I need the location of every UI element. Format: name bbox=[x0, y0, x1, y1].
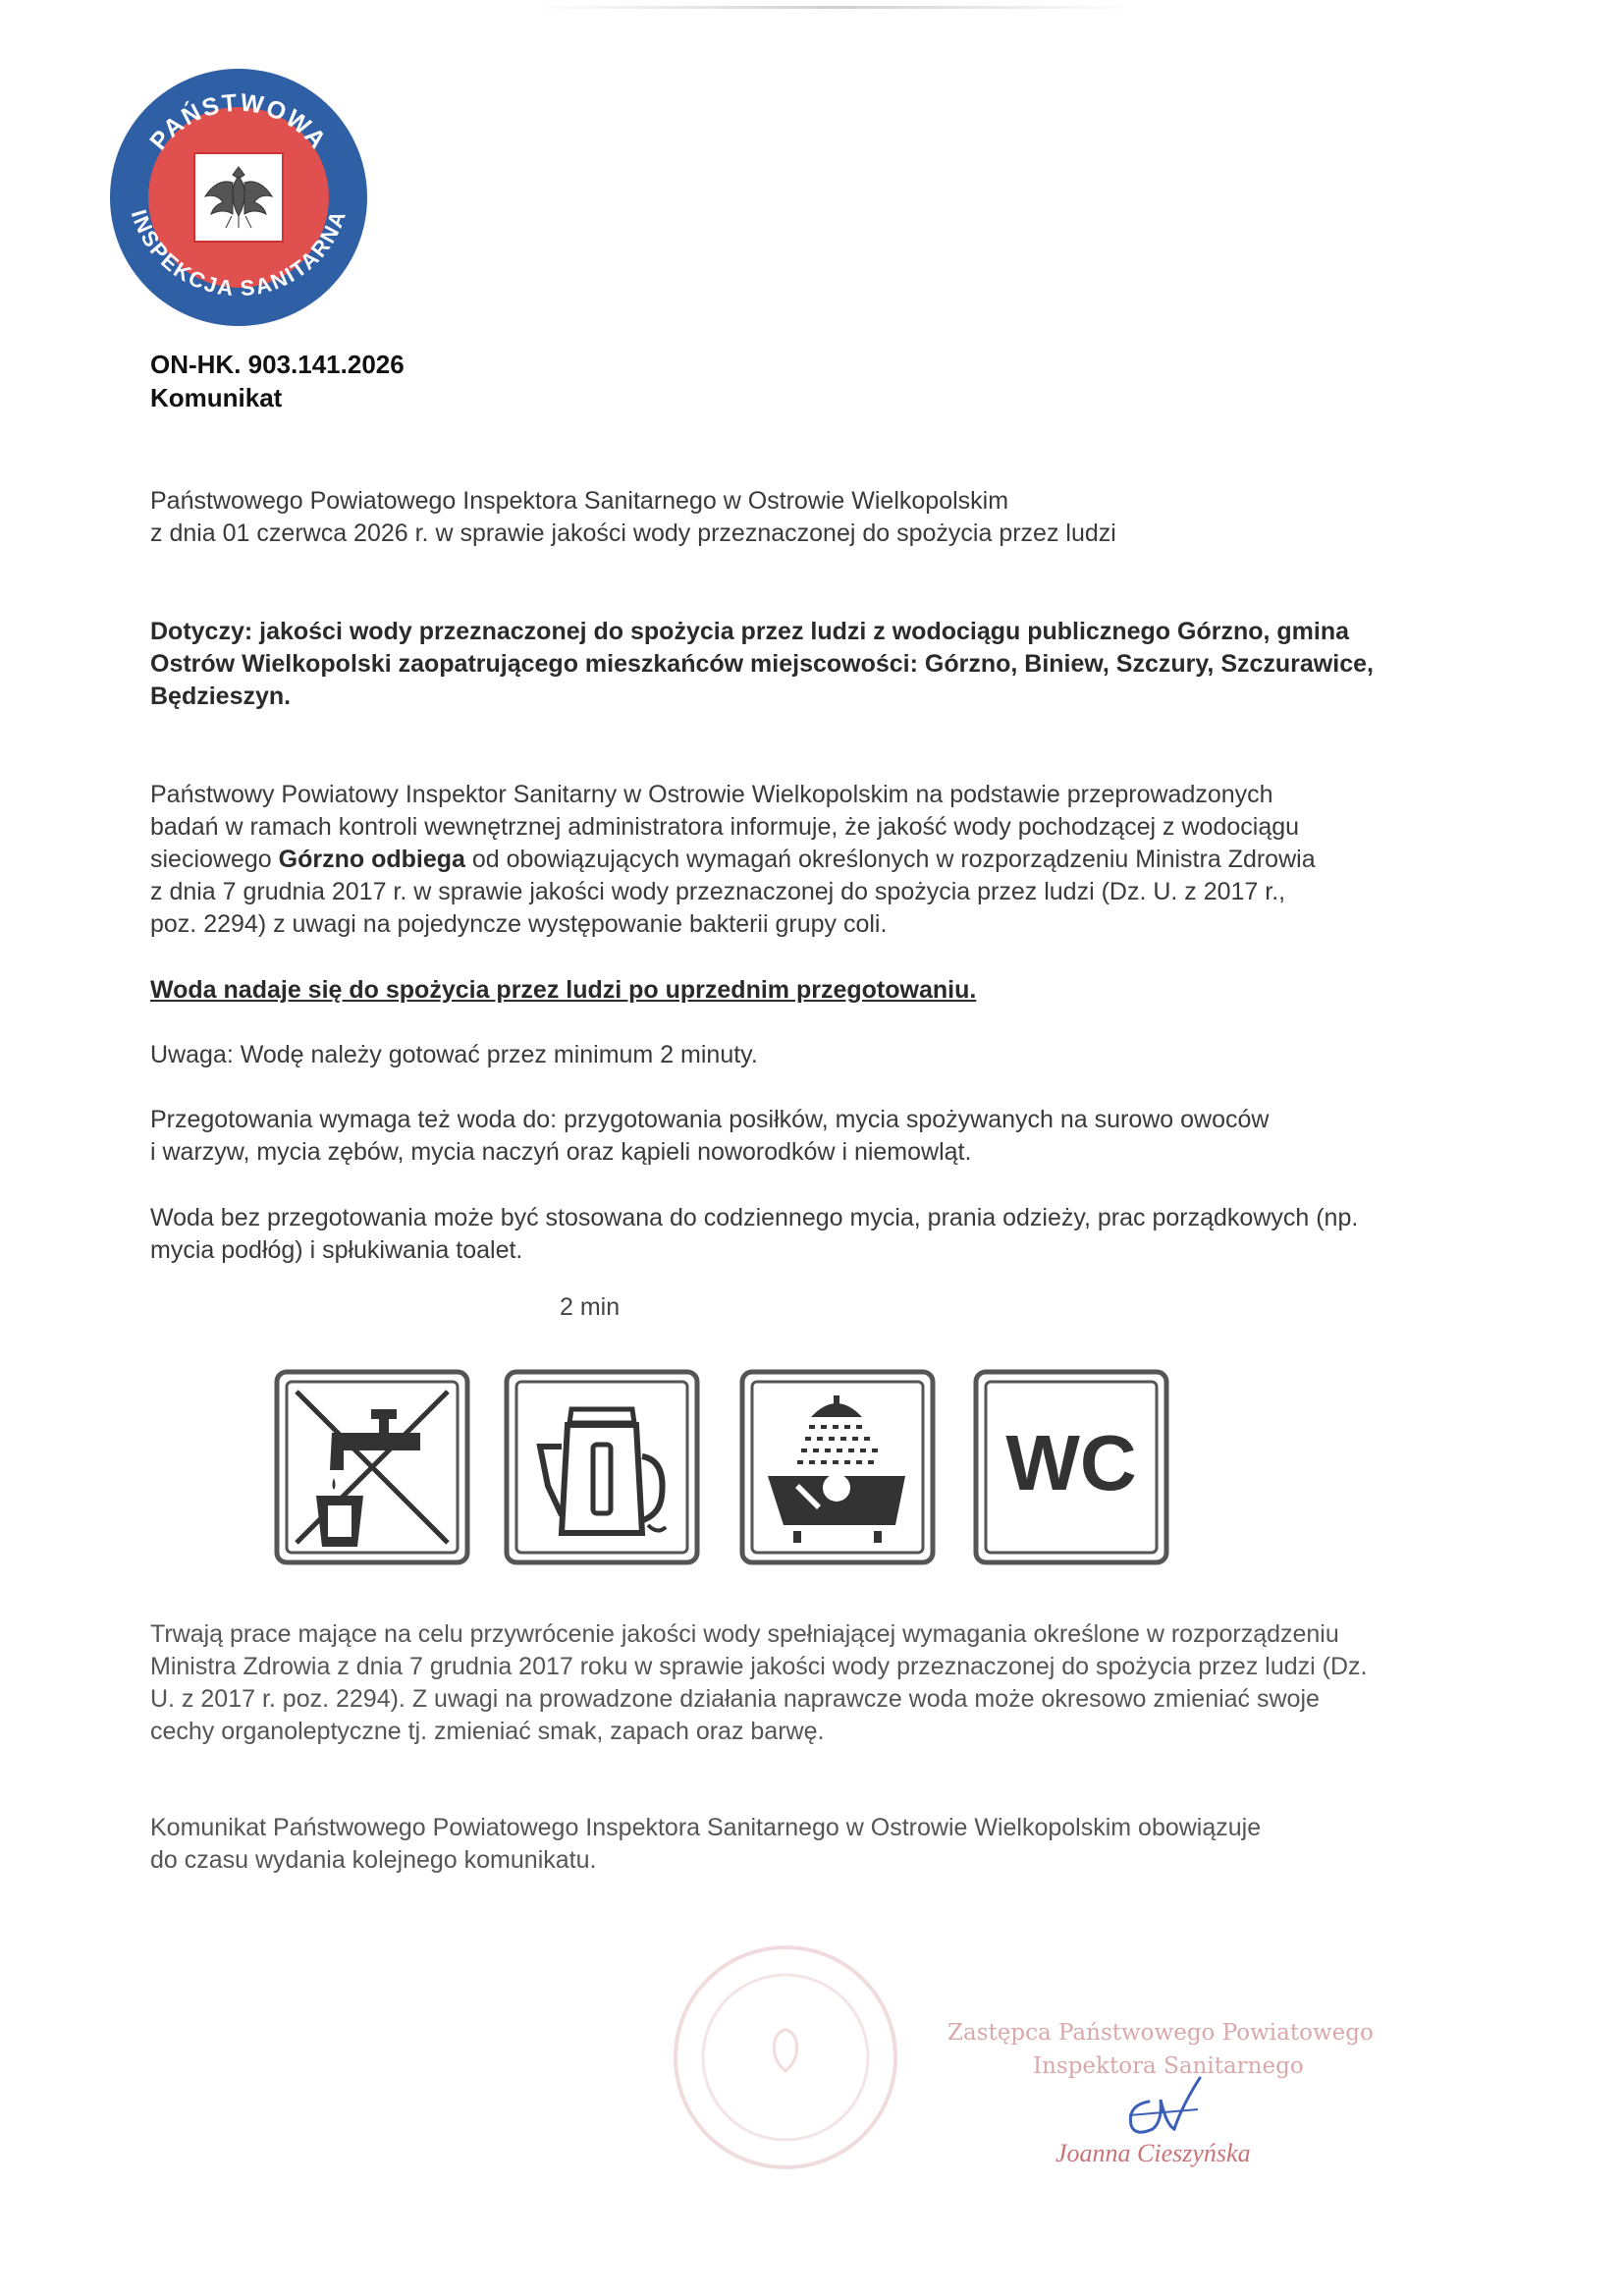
inspection-logo bbox=[108, 67, 369, 328]
intro-line: z dnia 01 czerwca 2026 r. w sprawie jakości wody przeznaczonej do spożycia przez ludzi bbox=[150, 519, 1116, 547]
highlighted-text: Górzno odbiega bbox=[278, 846, 465, 873]
logo-text-bottom: INSPEKCJA SANITARNA bbox=[126, 205, 352, 301]
document-type: Komunikat bbox=[150, 383, 283, 412]
subject-line: Będzieszyn. bbox=[150, 683, 292, 710]
signatory-title: Inspektora Sanitarnego bbox=[1033, 2053, 1304, 2079]
notice-text: Woda nadaje się do spożycia przez ludzi po uprzednim przegotowaniu. bbox=[150, 976, 977, 1004]
signatory-name: Joanna Cieszyńska bbox=[1055, 2139, 1251, 2167]
reference-number: ON-HK. 903.141.2026 bbox=[150, 350, 405, 379]
body-line: poz. 2294) z uwagi na pojedyncze występowanie bakterii grupy coli. bbox=[150, 910, 888, 938]
signatory-title: Zastępca Państwowego Powiatowego bbox=[947, 2020, 1374, 2046]
handwritten-signature bbox=[1119, 2072, 1208, 2141]
boil-warning bbox=[150, 1039, 758, 1071]
body-paragraph-1 bbox=[150, 779, 1316, 941]
wc-icon bbox=[972, 1368, 1170, 1566]
scan-edge bbox=[530, 6, 1139, 9]
body-line: Ministra Zdrowia z dnia 7 grudnia 2017 roku w sprawie jakości wody przeznaczonej do spożycia przez ludzi (Dz. bbox=[150, 1653, 1368, 1680]
body-paragraph-3 bbox=[150, 1202, 1358, 1267]
body-line: mycia podłóg) i spłukiwania toalet. bbox=[150, 1236, 523, 1264]
boil-notice bbox=[150, 974, 976, 1007]
body-text: sieciowego bbox=[150, 846, 279, 873]
duration-label: 2 min bbox=[560, 1293, 621, 1321]
body-line: z dnia 7 grudnia 2017 r. w sprawie jakości wody przeznaczonej do spożycia przez ludzi (Dz. U. z 2017 r., bbox=[150, 878, 1286, 905]
wc-label: WC bbox=[1005, 1419, 1137, 1506]
body-line: i warzyw, mycia zębów, mycia naczyń oraz kąpieli noworodków i niemowląt. bbox=[150, 1138, 972, 1166]
body-line: Trwają prace mające na celu przywrócenie jakości wody spełniającej wymagania określone w rozporządzeniu bbox=[150, 1620, 1339, 1648]
body-line: Komunikat Państwowego Powiatowego Inspektora Sanitarnego w Ostrowie Wielkopolskim obowiązuje bbox=[150, 1814, 1262, 1841]
body-line: badań w ramach kontroli wewnętrznej administratora informuje, że jakość wody pochodzącej z wodociągu bbox=[150, 813, 1300, 841]
intro-line: Państwowego Powiatowego Inspektora Sanitarnego w Ostrowie Wielkopolskim bbox=[150, 487, 1009, 515]
subject bbox=[150, 616, 1374, 713]
body-line: Państwowy Powiatowy Inspektor Sanitarny w Ostrowie Wielkopolskim na podstawie przeprowadzonych bbox=[150, 781, 1273, 808]
body-line: U. z 2017 r. poz. 2294). Z uwagi na prowadzone działania naprawcze woda może okresowo zmieniać swoje bbox=[150, 1685, 1320, 1713]
round-stamp bbox=[668, 1940, 903, 2175]
no-tap-water-icon bbox=[273, 1368, 471, 1566]
subject-line: Ostrów Wielkopolski zaopatrującego mieszkańców miejscowości: Górzno, Biniew, Szczury, Szczurawice, bbox=[150, 650, 1374, 678]
body-text: od obowiązujących wymagań określonych w rozporządzeniu Ministra Zdrowia bbox=[464, 846, 1316, 873]
body-line: Woda bez przegotowania może być stosowana do codziennego mycia, prania odzieży, prac porządkowych (np. bbox=[150, 1204, 1359, 1231]
body-paragraph-4 bbox=[150, 1618, 1367, 1748]
kettle-icon bbox=[503, 1368, 701, 1566]
body-line: Przegotowania wymaga też woda do: przygotowania posiłków, mycia spożywanych na surowo owoców bbox=[150, 1106, 1270, 1133]
shower-bath-icon bbox=[738, 1368, 937, 1566]
body-paragraph-2 bbox=[150, 1104, 1269, 1169]
validity-paragraph bbox=[150, 1812, 1261, 1877]
logo-text-top: PAŃSTWOWA bbox=[144, 88, 333, 155]
body-line: cechy organoleptyczne tj. zmieniać smak, zapach oraz barwę. bbox=[150, 1718, 825, 1745]
intro bbox=[150, 485, 1116, 550]
warning-text: Uwaga: Wodę należy gotować przez minimum 2 minuty. bbox=[150, 1041, 758, 1068]
subject-line: Dotyczy: jakości wody przeznaczonej do spożycia przez ludzi z wodociągu publicznego Górzno, gmina bbox=[150, 618, 1349, 645]
body-line: do czasu wydania kolejnego komunikatu. bbox=[150, 1846, 597, 1874]
body-line bbox=[150, 844, 1316, 876]
